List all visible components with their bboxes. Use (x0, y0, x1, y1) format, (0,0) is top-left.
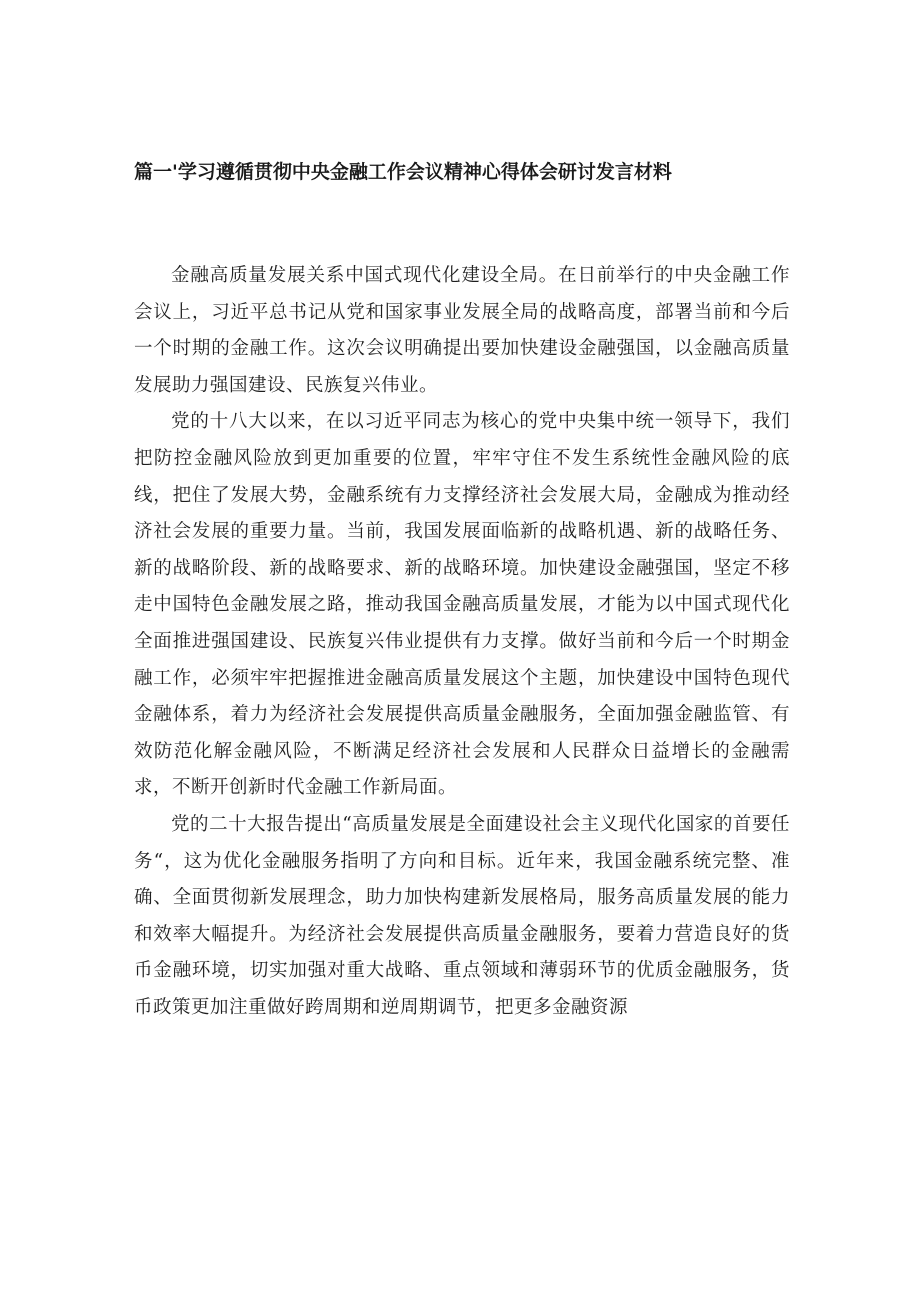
document-title: 篇一'学习遵循贯彻中央金融工作会议精神心得体会研讨发言材料 (134, 161, 672, 183)
document-body (134, 258, 790, 1026)
paragraph: 金融高质量发展关系中国式现代化建设全局。在日前举行的中央金融工作会议上，习近平总书记从党和国家事业发展全局的战略高度，部署当前和今后一个时期的金融工作。这次会议明确提出要加快建设金融强国，以金融高质量发展助力强国建设、民族复兴伟业。 (134, 265, 790, 396)
paragraph: 党的二十大报告提出“高质量发展是全面建设社会主义现代化国家的首要任务“，这为优化金融服务指明了方向和目标。近年来，我国金融系统完整、准确、全面贯彻新发展理念，助力加快构建新发展格局，服务高质量发展的能力和效率大幅提升。为经济社会发展提供高质量金融服务，要着力营造良好的货币金融环境，切实加强对重大战略、重点领域和薄弱环节的优质金融服务，货币政策更加注重做好跨周期和逆周期调节，把更多金融资源 (134, 813, 790, 1018)
paragraph: 党的十八大以来，在以习近平同志为核心的党中央集中统一领导下，我们把防控金融风险放到更加重要的位置，牢牢守住不发生系统性金融风险的底线，把住了发展大势，金融系统有力支撑经济社会发展大局，金融成为推动经济社会发展的重要力量。当前，我国发展面临新的战略机遇、新的战略任务、新的战略阶段、新的战略要求、新的战略环境。加快建设金融强国，坚定不移走中国特色金融发展之路，推动我国金融高质量发展，才能为以中国式现代化全面推进强国建设、民族复兴伟业提供有力支撑。做好当前和今后一个时期金融工作，必须牢牢把握推进金融高质量发展这个主题，加快建设中国特色现代金融体系，着力为经济社会发展提供高质量金融服务，全面加强金融监管、有效防范化解金融风险，不断满足经济社会发展和人民群众日益增长的金融需求，不断开创新时代金融工作新局面。 (134, 411, 790, 799)
